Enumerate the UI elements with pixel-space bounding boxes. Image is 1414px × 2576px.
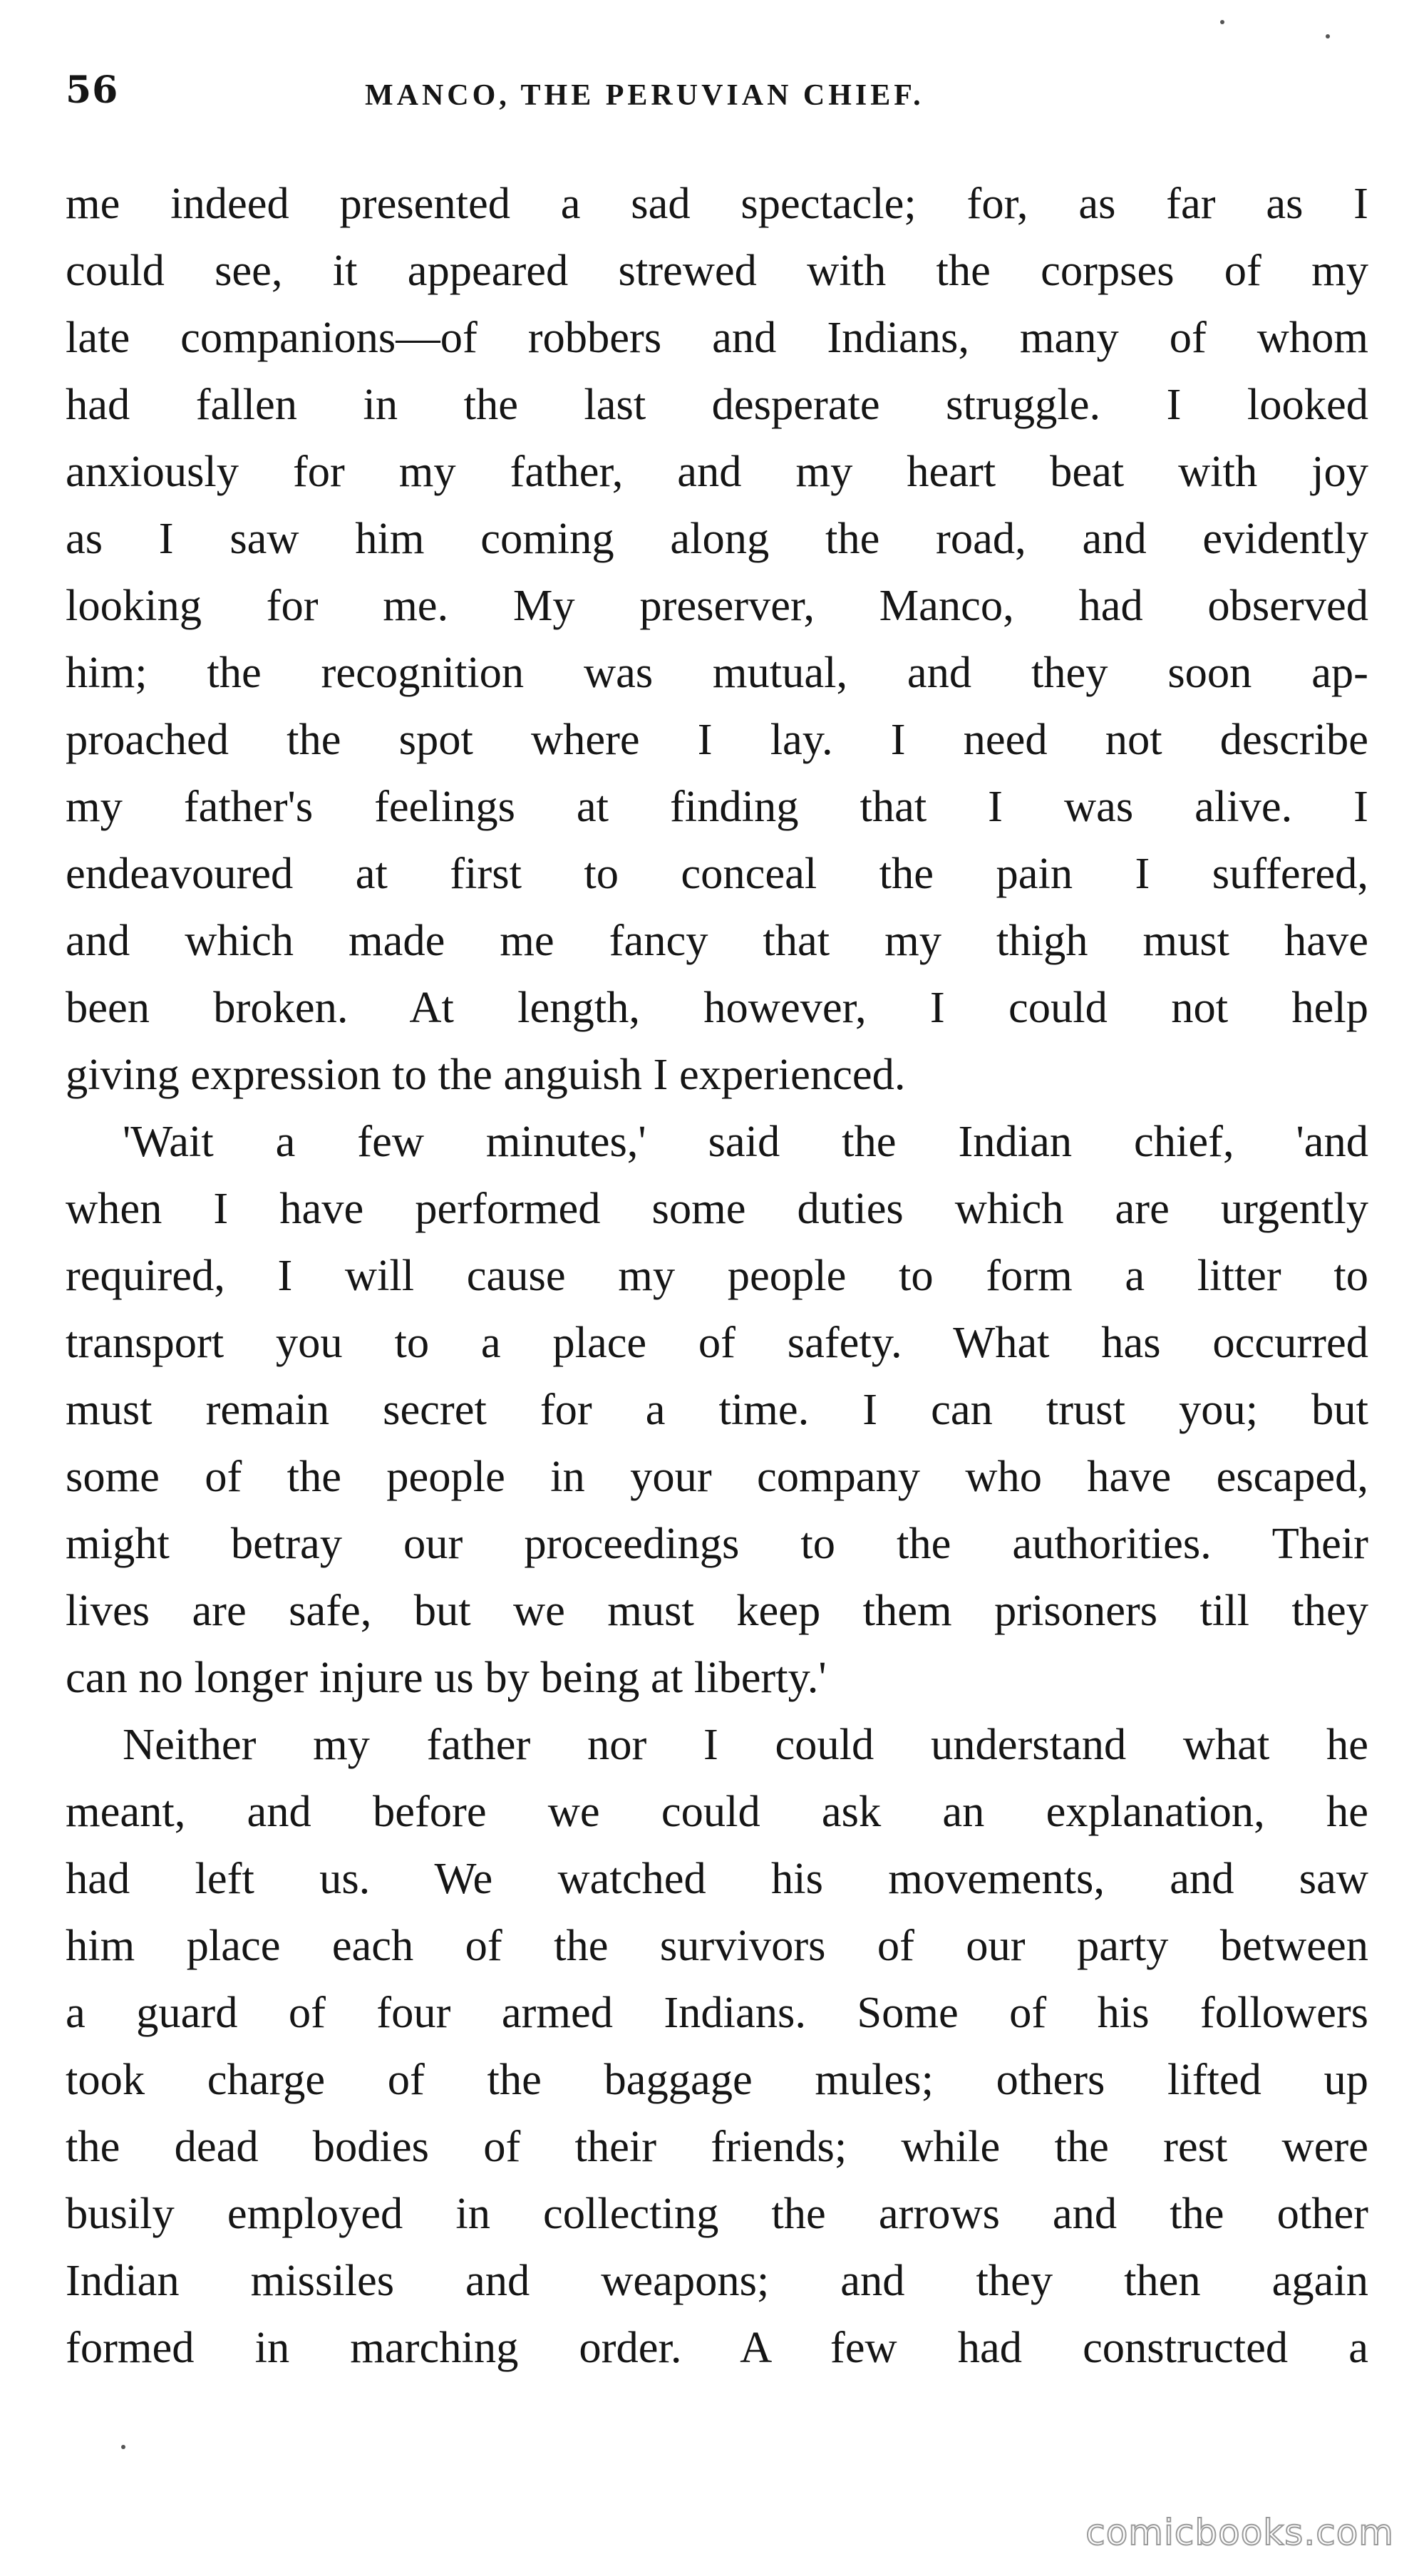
paragraph-2 — [66, 1108, 1368, 1711]
text-line: took charge of the baggage mules; others lifted up — [66, 2054, 1368, 2104]
text-line: looking for me. My preserver, Manco, had observed — [66, 580, 1368, 630]
text-line: busily employed in collecting the arrows and the other — [66, 2188, 1368, 2238]
text-line: been broken. At length, however, I could not help — [66, 982, 1368, 1032]
text-line: as I saw him coming along the road, and evidently — [66, 513, 1368, 563]
print-speck — [121, 2445, 125, 2449]
body-text — [66, 170, 1368, 2381]
text-line: can no longer injure us by being at liberty.' — [66, 1652, 827, 1702]
text-line: could see, it appeared strewed with the corpses of my — [66, 245, 1368, 295]
text-line: required, I will cause my people to form a litter to — [66, 1250, 1368, 1300]
text-line: and which made me fancy that my thigh must have — [66, 915, 1368, 965]
text-line: a guard of four armed Indians. Some of his followers — [66, 1987, 1368, 2037]
text-line: anxiously for my father, and my heart beat with joy — [66, 446, 1368, 496]
text-line: formed in marching order. A few had constructed a — [66, 2322, 1368, 2372]
text-line: had fallen in the last desperate struggle. I looked — [66, 379, 1368, 429]
text-line: me indeed presented a sad spectacle; for, as far as I — [66, 178, 1368, 228]
text-line: had left us. We watched his movements, and saw — [66, 1853, 1368, 1903]
text-line: lives are safe, but we must keep them prisoners till they — [66, 1585, 1368, 1635]
watermark: comicbooks.com — [1085, 2512, 1394, 2553]
print-speck — [1326, 34, 1330, 38]
text-line: proached the spot where I lay. I need not describe — [66, 714, 1368, 764]
text-line: the dead bodies of their friends; while the rest were — [66, 2121, 1368, 2171]
paragraph-3 — [66, 1711, 1368, 2381]
text-line: must remain secret for a time. I can trust you; but — [66, 1384, 1368, 1434]
text-line: might betray our proceedings to the authorities. Their — [66, 1518, 1368, 1568]
paragraph-1 — [66, 170, 1368, 1108]
text-line: meant, and before we could ask an explanation, he — [66, 1786, 1368, 1836]
text-line: endeavoured at first to conceal the pain I suffered, — [66, 848, 1368, 898]
text-line: some of the people in your company who have escaped, — [66, 1451, 1368, 1501]
text-line: Neither my father nor I could understand what he — [123, 1719, 1368, 1769]
page-number: 56 — [66, 68, 119, 112]
print-speck — [1220, 20, 1224, 24]
text-line: him place each of the survivors of our party between — [66, 1920, 1368, 1970]
text-line: when I have performed some duties which are urgently — [66, 1183, 1368, 1233]
page-header — [66, 68, 1368, 125]
running-title: MANCO, THE PERUVIAN CHIEF. — [365, 79, 924, 112]
text-line: Indian missiles and weapons; and they then again — [66, 2255, 1368, 2305]
text-line: him; the recognition was mutual, and they soon ap- — [66, 647, 1368, 697]
text-line: my father's feelings at finding that I was alive. I — [66, 781, 1368, 831]
text-line: 'Wait a few minutes,' said the Indian chief, 'and — [123, 1116, 1368, 1166]
text-line: giving expression to the anguish I experienced. — [66, 1049, 906, 1099]
text-line: transport you to a place of safety. What has occurred — [66, 1317, 1368, 1367]
text-line: late companions—of robbers and Indians, many of whom — [66, 312, 1368, 362]
